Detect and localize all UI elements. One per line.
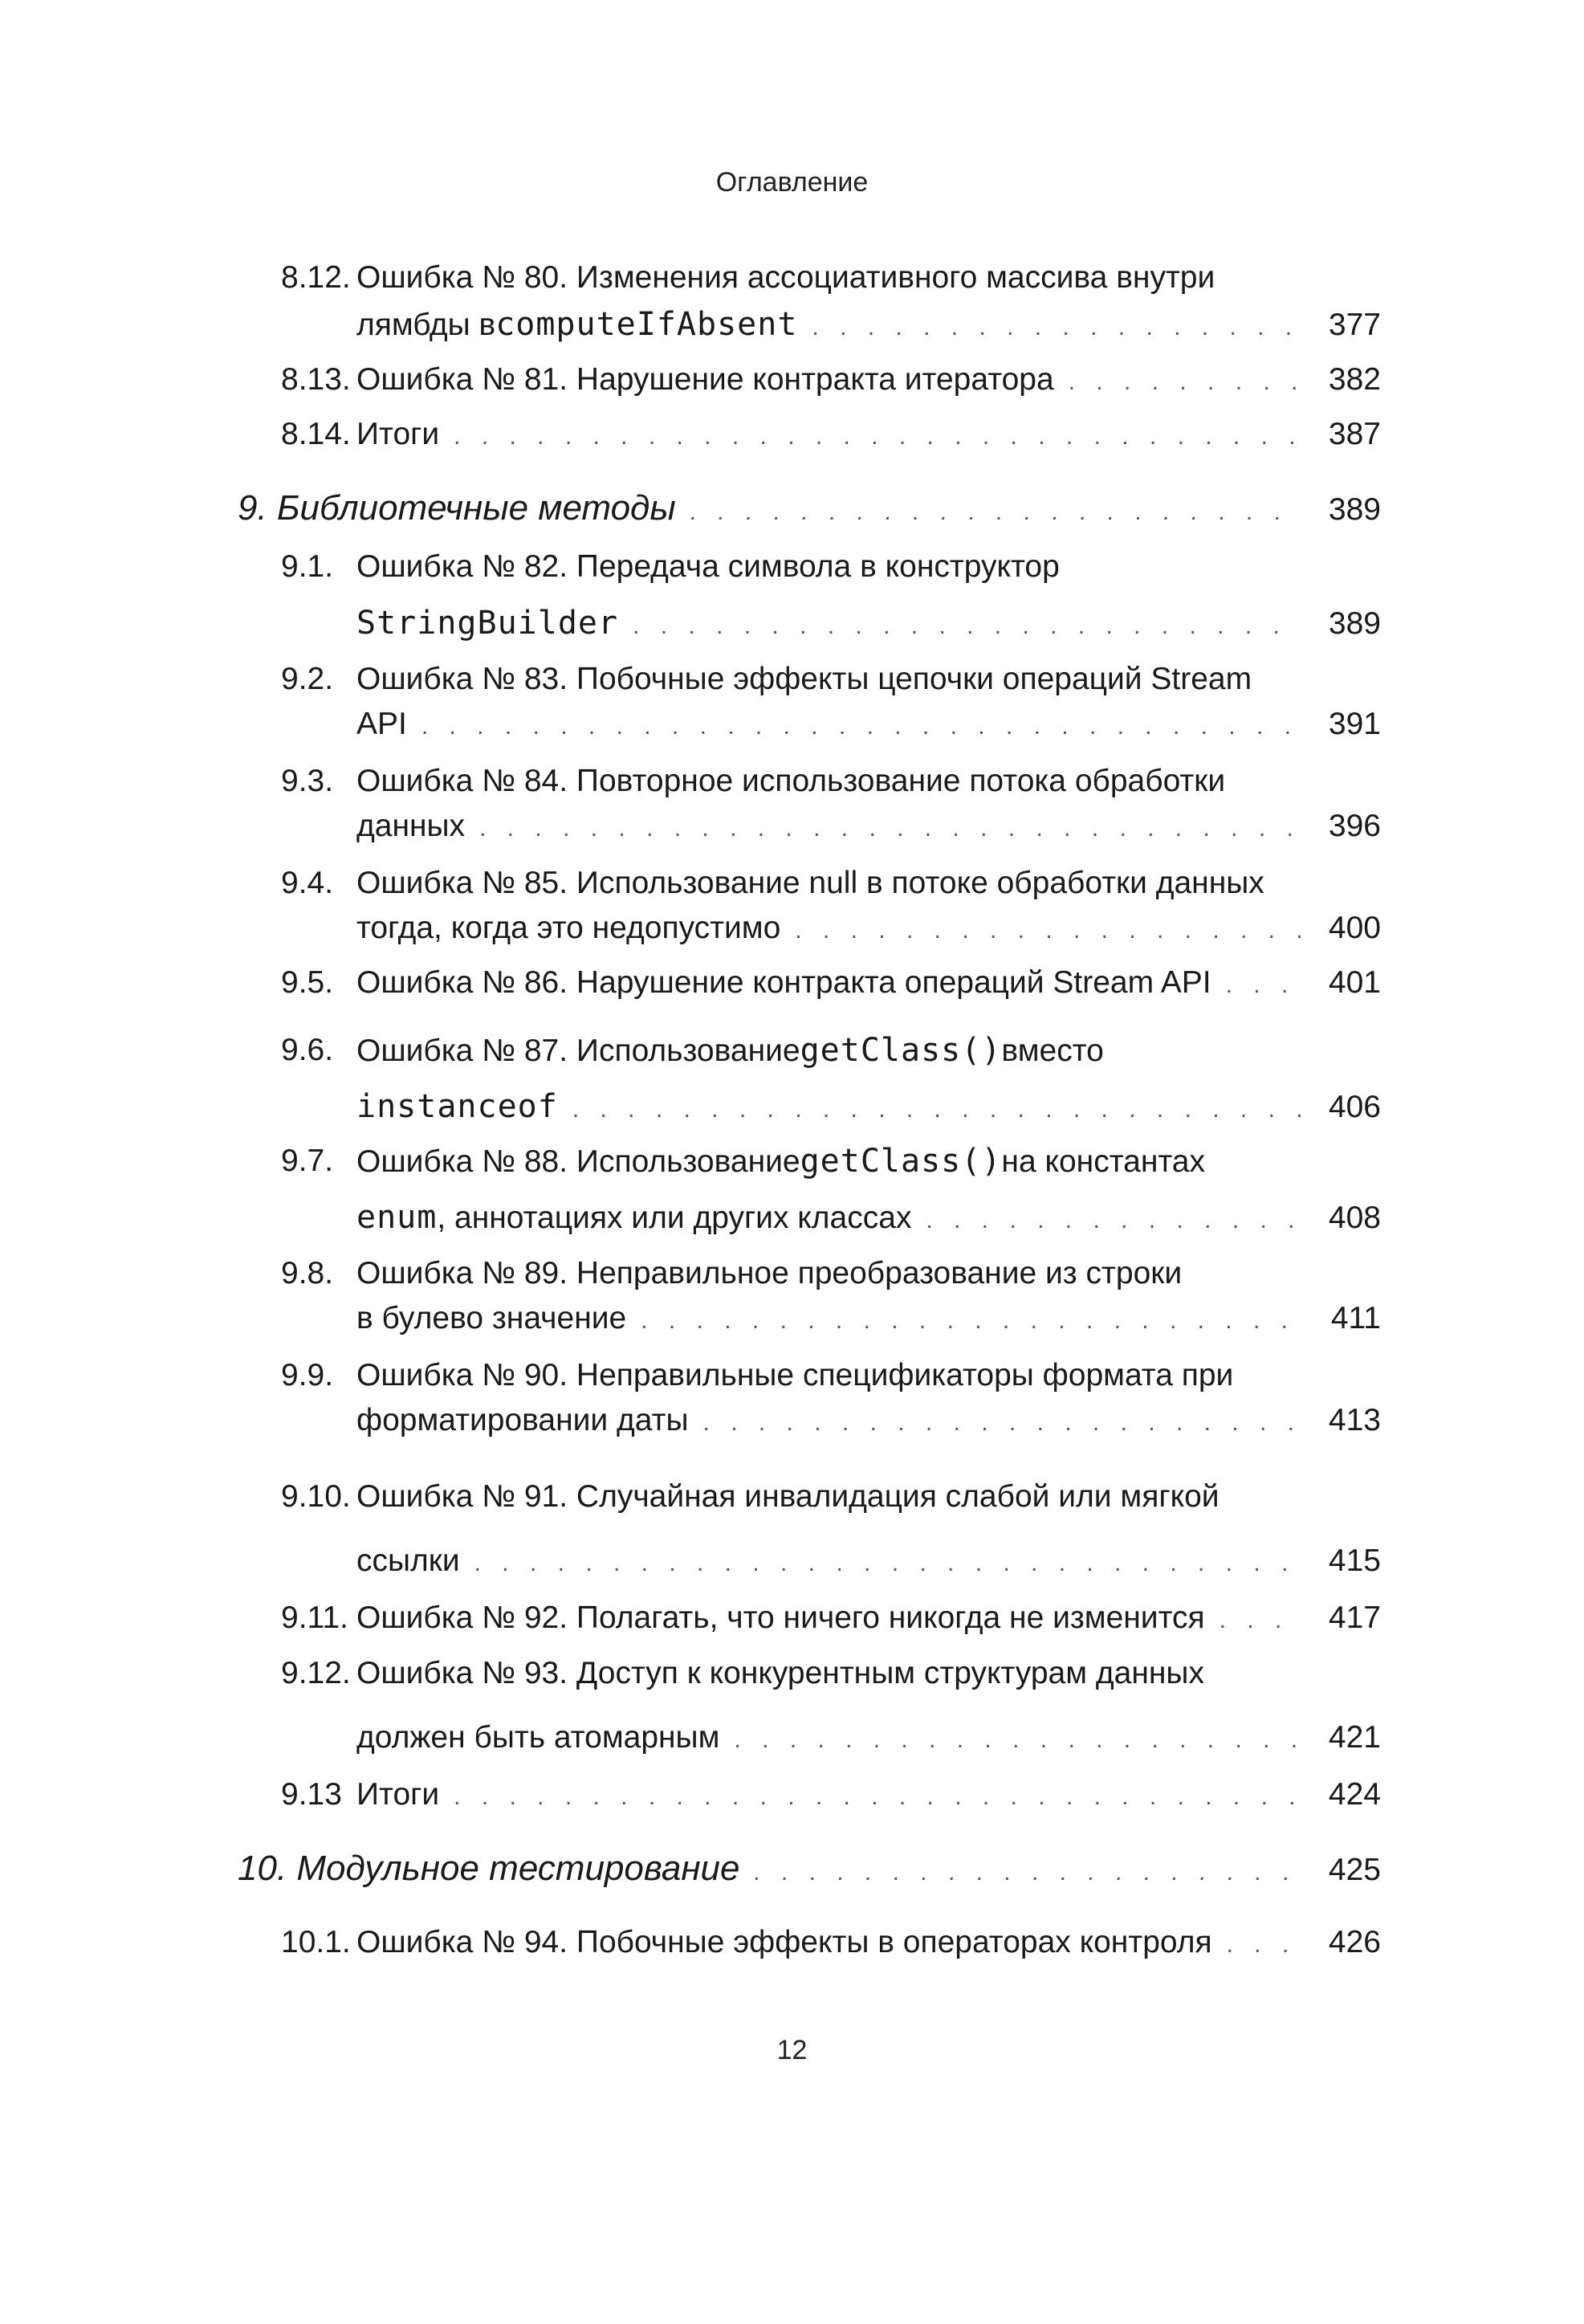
code-get-class: getClass() <box>800 1143 1002 1180</box>
entry-title: Итоги <box>356 1777 440 1812</box>
page-ref: 426 <box>1328 1925 1381 1959</box>
page-ref: 387 <box>1328 417 1381 451</box>
entry-number: 9.6. <box>281 1033 334 1067</box>
page-ref: 389 <box>1328 492 1381 527</box>
entry-title: Ошибка № 86. Нарушение контракта операций Stream API <box>356 965 1211 1000</box>
leader-dots <box>1220 1598 1302 1643</box>
leader-dots <box>641 1299 1302 1343</box>
entry-title-line2: форматировании даты <box>356 1403 689 1437</box>
page-number: 12 <box>776 2035 808 2065</box>
leader-dots <box>479 806 1302 851</box>
entry-title-line1: Ошибка № 84. Повторное использование потока обработки <box>356 764 1226 798</box>
entry-number: 9.12. <box>281 1656 351 1690</box>
entry-number: 9.3. <box>281 764 334 798</box>
page-ref: 382 <box>1328 362 1381 397</box>
entry-number: 9.1. <box>281 549 334 584</box>
page-ref: 401 <box>1328 965 1381 1000</box>
chapter-title: 10. Модульное тестирование <box>238 1849 740 1888</box>
chapter-title: 9. Библиотечные методы <box>238 488 676 528</box>
entry-title-line1: Ошибка № 93. Доступ к конкурентным структурам данных <box>356 1656 1204 1690</box>
page-ref: 415 <box>1328 1543 1381 1578</box>
code-enum: enum <box>356 1199 438 1236</box>
entry-number: 9.11. <box>281 1600 348 1635</box>
entry-title-line1: Ошибка № 88. Использование <box>356 1144 800 1179</box>
leader-dots <box>1227 1922 1302 1967</box>
entry-title-line1: Ошибка № 85. Использование null в потоке обработки данных <box>356 866 1264 900</box>
entry-title-line1: Ошибка № 80. Изменения ассоциативного массива внутри <box>356 260 1215 295</box>
entry-number: 9.7. <box>281 1144 334 1178</box>
leader-dots <box>633 604 1302 649</box>
code-get-class: getClass() <box>800 1032 1002 1069</box>
code-compute-if-absent: computeIfAbsent <box>495 306 798 343</box>
entry-number: 8.13. <box>281 362 351 397</box>
entry-title-line2: данных <box>356 809 466 843</box>
entry-title: Ошибка № 94. Побочные эффекты в операторах контроля <box>356 1925 1212 1959</box>
page-ref: 425 <box>1328 1853 1381 1887</box>
page-ref: 408 <box>1328 1201 1381 1235</box>
entry-number: 10.1. <box>281 1925 351 1959</box>
entry-title-line1-end: на константах <box>1001 1144 1205 1179</box>
entry-title-line2: , аннотациях или других классах <box>437 1201 912 1235</box>
entry-title-line1: Ошибка № 90. Неправильные спецификаторы формата при <box>356 1358 1234 1392</box>
page-ref: 406 <box>1328 1090 1381 1124</box>
leader-dots <box>795 908 1302 953</box>
leader-dots <box>734 1718 1302 1763</box>
entry-title: Ошибка № 81. Нарушение контракта итератора <box>356 362 1054 397</box>
entry-title-line2: должен быть атомарным <box>356 1720 720 1755</box>
toc-chapter-9[interactable] <box>238 486 1381 537</box>
entry-title-line1: Ошибка № 91. Случайная инвалидация слабой или мягкой <box>356 1479 1220 1514</box>
entry-number: 8.12. <box>281 260 351 295</box>
entry-number: 9.2. <box>281 662 334 696</box>
leader-dots <box>812 305 1302 350</box>
running-header: Оглавление <box>715 167 869 198</box>
code-string-builder: StringBuilder <box>356 605 619 642</box>
page-ref: 421 <box>1328 1720 1381 1755</box>
entry-title-line1-end: вместо <box>1001 1034 1104 1068</box>
leader-dots <box>1069 360 1302 405</box>
page-ref: 411 <box>1330 1301 1381 1335</box>
entry-number: 9.9. <box>281 1358 334 1392</box>
leader-dots <box>703 1401 1302 1445</box>
leader-dots <box>572 1087 1302 1132</box>
entry-title-line2: API <box>356 707 407 741</box>
entry-title-line1: Ошибка № 87. Использование <box>356 1034 800 1068</box>
entry-title-line2: лямбды в <box>356 308 496 342</box>
page-ref: 391 <box>1328 707 1381 741</box>
page-ref: 400 <box>1328 911 1381 945</box>
leader-dots <box>755 1850 1303 1895</box>
entry-title-line1: Ошибка № 82. Передача символа в конструктор <box>356 549 1060 584</box>
leader-dots <box>454 414 1302 459</box>
page-ref: 377 <box>1328 308 1381 342</box>
toc-chapter-10[interactable] <box>238 1846 1381 1898</box>
entry-number: 9.5. <box>281 965 334 1000</box>
page-ref: 389 <box>1328 606 1381 641</box>
entry-number: 9.10. <box>281 1479 351 1514</box>
leader-dots <box>926 1198 1302 1243</box>
entry-number: 9.8. <box>281 1256 334 1290</box>
leader-dots <box>421 704 1302 749</box>
page-ref: 413 <box>1328 1403 1381 1437</box>
entry-title-line2: тогда, когда это недопустимо <box>356 911 781 945</box>
leader-dots <box>690 490 1302 535</box>
page-ref: 396 <box>1328 809 1381 843</box>
leader-dots <box>474 1541 1302 1586</box>
entry-title-line1: Ошибка № 89. Неправильное преобразование из строки <box>356 1256 1183 1290</box>
page-ref: 417 <box>1328 1600 1381 1635</box>
page-ref: 424 <box>1328 1777 1381 1812</box>
entry-title: Итоги <box>356 417 440 451</box>
entry-title-line2: ссылки <box>356 1543 460 1578</box>
leader-dots <box>454 1775 1302 1820</box>
entry-title-line1: Ошибка № 83. Побочные эффекты цепочки операций Stream <box>356 662 1252 696</box>
entry-number: 9.13 <box>281 1777 342 1812</box>
entry-number: 9.4. <box>281 866 334 900</box>
code-instanceof: instanceof <box>356 1088 558 1125</box>
entry-title-line2: в булево значение <box>356 1301 627 1335</box>
entry-title: Ошибка № 92. Полагать, что ничего никогда не изменится <box>356 1600 1205 1635</box>
leader-dots <box>1226 963 1302 1008</box>
entry-number: 8.14. <box>281 417 351 451</box>
